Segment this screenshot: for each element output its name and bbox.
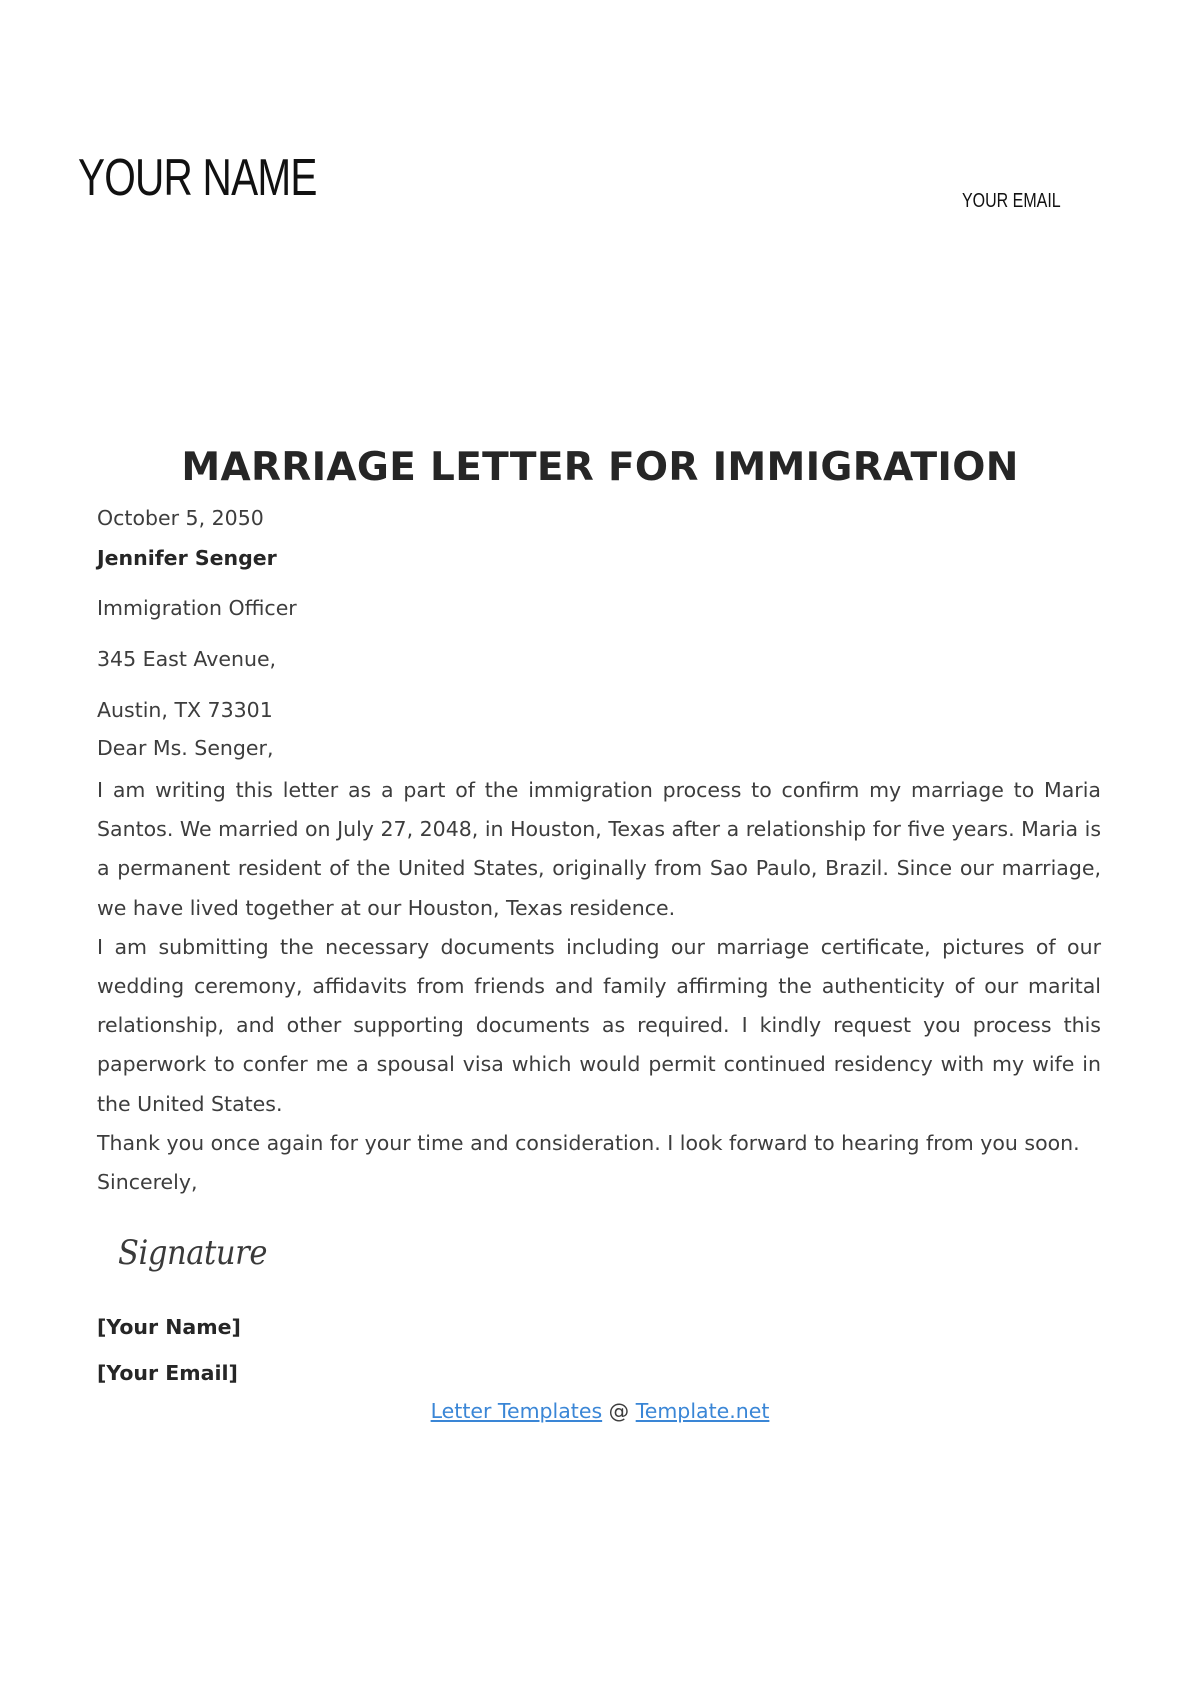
recipient-address-line1: 345 East Avenue, [97,647,277,671]
body-paragraph-1: I am writing this letter as a part of the immigration process to confirm my marriage to Maria Santos. We married on July 27, 2048, in Houston, Texas after a relationship for five years. Maria is a permanent resident of the United States, originally from Sao Paulo, Brazil. Since our marriage, we have lived together at our Houston, Texas residence. [97,778,1101,920]
closing: Sincerely, [97,1170,198,1195]
letter-body [97,504,1101,1202]
letter-date: October 5, 2050 [97,506,264,530]
template-net-link[interactable]: Template.net [635,1399,770,1423]
header-name: YOUR NAME [78,149,317,207]
signature-image: Signature [118,1233,267,1273]
footer-separator: @ [602,1399,636,1423]
recipient-title: Immigration Officer [97,596,297,620]
footer [0,1399,1200,1423]
document-title: MARRIAGE LETTER FOR IMMIGRATION [181,445,1019,490]
recipient-address-line2: Austin, TX 73301 [97,698,273,722]
greeting: Dear Ms. Senger, [97,736,274,760]
body-paragraph-2: I am submitting the necessary documents including our marriage certificate, pictures of our wedding ceremony, affidavits from friends and family affirming the authenticity of our marital relationship, and other supporting documents as required. I kindly request you process this paperwork to confer me a spousal visa which would permit continued residency with my wife in the United States. [97,934,1101,1116]
sender-email: [Your Email] [97,1361,238,1385]
sender-name: [Your Name] [97,1315,241,1339]
header-email: YOUR EMAIL [962,190,1061,212]
recipient-name: Jennifer Senger [97,546,277,570]
letter-templates-link[interactable]: Letter Templates [430,1399,603,1423]
thanks-line: Thank you once again for your time and consideration. I look forward to hearing from you soon. [97,1130,1080,1155]
sender-block [97,1313,241,1387]
